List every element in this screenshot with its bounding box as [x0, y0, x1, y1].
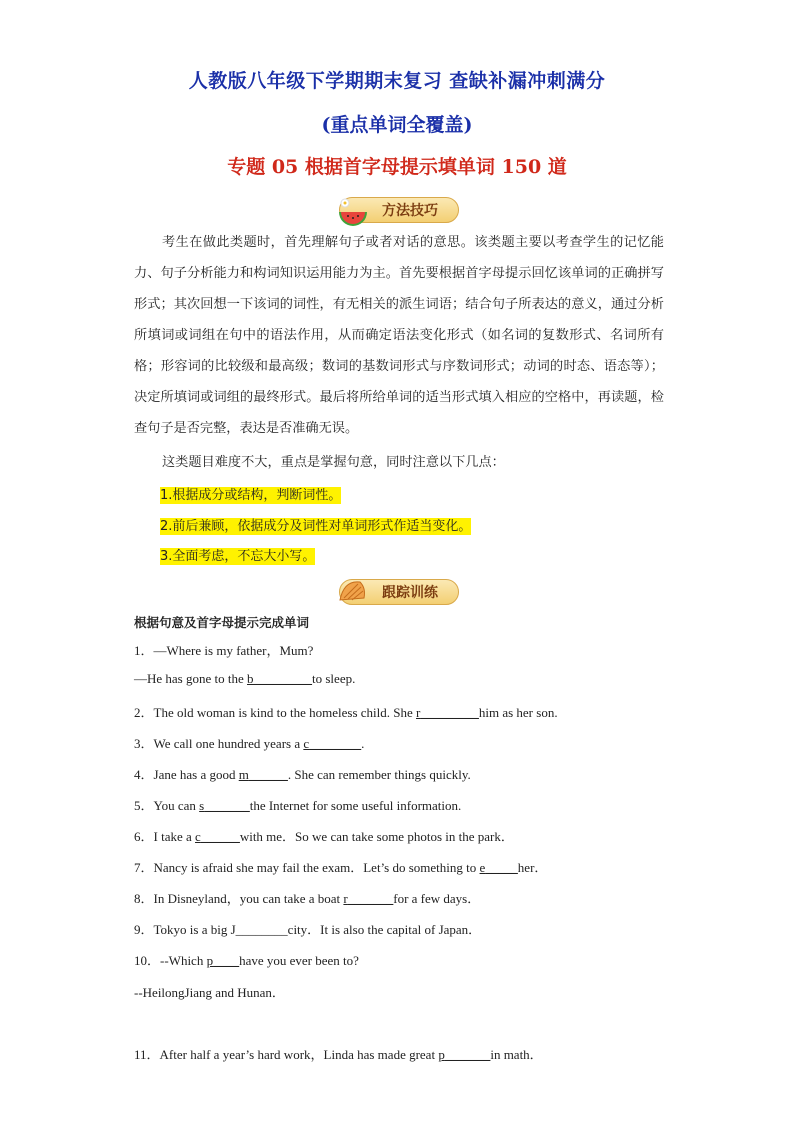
- answer-blank[interactable]: c______: [195, 829, 240, 844]
- answer-blank[interactable]: r_________: [416, 705, 479, 720]
- question-6: 6．I take a c______with me．So we can take some photos in the park．: [134, 829, 514, 844]
- question-4: 4．Jane has a good m______. She can remember things quickly.: [134, 767, 471, 782]
- question-9: 9．Tokyo is a big J________city．It is also the capital of Japan．: [134, 922, 482, 937]
- answer-blank[interactable]: ________: [235, 922, 288, 937]
- question-10-line-1: 10．--Which p____have you ever been to?: [134, 953, 359, 968]
- question-7: 7．Nancy is afraid she may fail the exam．Let’s do something to e_____her．: [134, 860, 548, 875]
- answer-blank[interactable]: b_________: [247, 671, 313, 686]
- exercise-heading: 根据句意及首字母提示完成单词: [134, 615, 310, 630]
- method-badge-label: 方法技巧: [382, 203, 438, 219]
- method-badge: [328, 195, 470, 225]
- question-3: 3．We call one hundred years a c________.: [134, 736, 365, 751]
- question-5: 5．You can s_______the Internet for some useful information.: [134, 798, 462, 813]
- question-1-line-1: 1．—Where is my father，Mum?: [134, 643, 314, 658]
- topic-title: 专题 05 根据首字母提示填单词 150 道: [227, 156, 567, 178]
- training-badge-label: 跟踪训练: [382, 585, 438, 601]
- shell-icon: [336, 574, 370, 608]
- question-10-line-2: --HeilongJiang and Hunan．: [134, 985, 285, 1000]
- answer-blank[interactable]: s_______: [199, 798, 250, 813]
- highlight-point-3: 3.全面考虑，不忘大小写。: [160, 549, 316, 564]
- answer-blank[interactable]: m______: [238, 767, 288, 782]
- question-8: 8．In Disneyland，you can take a boat r_______for a few days．: [134, 891, 481, 906]
- page-subtitle: (重点单词全覆盖): [321, 114, 473, 136]
- question-11: 11．After half a year’s hard work，Linda has made great p_______in math．: [134, 1047, 543, 1062]
- page-title: 人教版八年级下学期期末复习 查缺补漏冲刺满分: [188, 70, 606, 92]
- answer-blank[interactable]: c________: [303, 736, 362, 751]
- watermelon-flower-icon: [336, 192, 370, 226]
- training-badge: [328, 577, 470, 607]
- answer-blank[interactable]: r_______: [343, 891, 394, 906]
- question-1-line-2: —He has gone to the b_________to sleep.: [134, 671, 356, 686]
- intro-paragraph: 考生在做此类题时，首先理解句子或者对话的意思。该类题主要以考查学生的记忆能力、句子分析能力和构词知识运用能力为主。首先要根据首字母提示回忆该单词的正确拼写形式；其次回想一下该词的词性，有无相关的派生词语；结合句子所表达的意义，通过分析所填词或词组在句中的语法作用，从而确定语法变化形式（如名词的复数形式、名词所有格；形容词的比较级和最高级；数词的基数词形式与序数词形式；动词的时态、语态等）；决定所填词或词组的最终形式。最后将所给单词的适当形式填入相应的空格中，再读题，检查句子是否完整，表达是否准确无误。: [134, 235, 664, 436]
- highlight-point-1: 1.根据成分或结构，判断词性。: [160, 488, 342, 503]
- question-2: 2．The old woman is kind to the homeless child. She r_________him as her son.: [134, 705, 558, 720]
- intro-note: 这类题目难度不大，重点是掌握句意，同时注意以下几点：: [162, 455, 505, 470]
- answer-blank[interactable]: p_______: [438, 1047, 491, 1062]
- answer-blank[interactable]: p____: [206, 953, 240, 968]
- highlight-point-2: 2.前后兼顾，依据成分及词性对单词形式作适当变化。: [160, 519, 472, 534]
- answer-blank[interactable]: e_____: [479, 860, 518, 875]
